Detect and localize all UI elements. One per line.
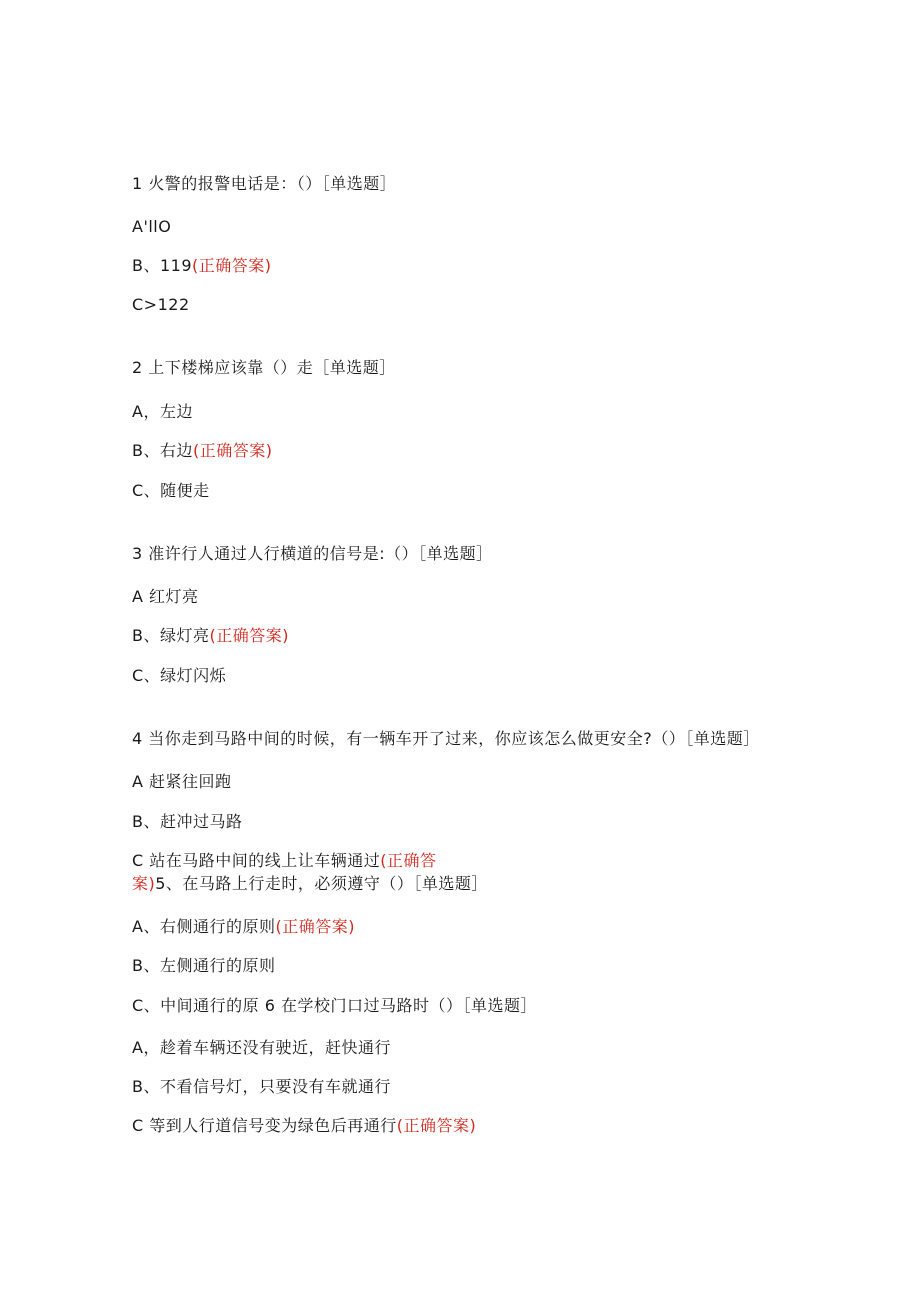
option-4b: B、赶冲过马路 bbox=[132, 812, 243, 831]
correct-answer-marker: (正确答案) bbox=[209, 626, 289, 645]
option-4c-and-question-5: C 站在马路中间的线上让车辆通过(正确答案)5、在马路上行走时，必须遵守（）［单选题］ bbox=[132, 851, 488, 893]
correct-answer-marker: (正确答案) bbox=[275, 917, 355, 936]
option-6b: B、不看信号灯，只要没有车就通行 bbox=[132, 1077, 391, 1096]
correct-answer-marker: (正确答案) bbox=[132, 851, 437, 893]
correct-answer-marker: (正确答案) bbox=[396, 1116, 477, 1135]
option-5a: A、右侧通行的原则(正确答案) bbox=[132, 917, 355, 936]
option-5c-and-question-6: C、中间通行的原 6 在学校门口过马路时（）［单选题］ bbox=[132, 996, 538, 1015]
option-2a: A，左边 bbox=[132, 402, 193, 421]
option-6a: A，趁着车辆还没有驶近，赶快通行 bbox=[132, 1038, 391, 1057]
question-3: 3 准许行人通过人行横道的信号是:（）［单选题］ bbox=[132, 544, 493, 563]
question-1: 1 火警的报警电话是：（）［单选题］ bbox=[132, 174, 397, 193]
correct-answer-marker: (正确答案) bbox=[192, 256, 272, 275]
question-4: 4 当你走到马路中间的时候，有一辆车开了过来，你应该怎么做更安全?（）［单选题］ bbox=[132, 729, 760, 748]
option-1b: B、119(正确答案) bbox=[132, 256, 272, 275]
correct-answer-marker: (正确答案) bbox=[192, 441, 273, 460]
option-1a: A'llO bbox=[132, 217, 172, 236]
option-4a: A 赶紧往回跑 bbox=[132, 772, 232, 791]
option-2c: C、随便走 bbox=[132, 481, 210, 500]
option-3a: A 红灯亮 bbox=[132, 587, 199, 606]
option-2b: B、右边(正确答案) bbox=[132, 441, 273, 460]
option-5b: B、左侧通行的原则 bbox=[132, 956, 276, 975]
option-3c: C、绿灯闪烁 bbox=[132, 666, 227, 685]
question-2: 2 上下楼梯应该靠（）走［单选题］ bbox=[132, 358, 396, 377]
option-1c: C>122 bbox=[132, 295, 190, 314]
option-3b: B、绿灯亮(正确答案) bbox=[132, 626, 289, 645]
option-6c: C 等到人行道信号变为绿色后再通行(正确答案) bbox=[132, 1116, 477, 1135]
